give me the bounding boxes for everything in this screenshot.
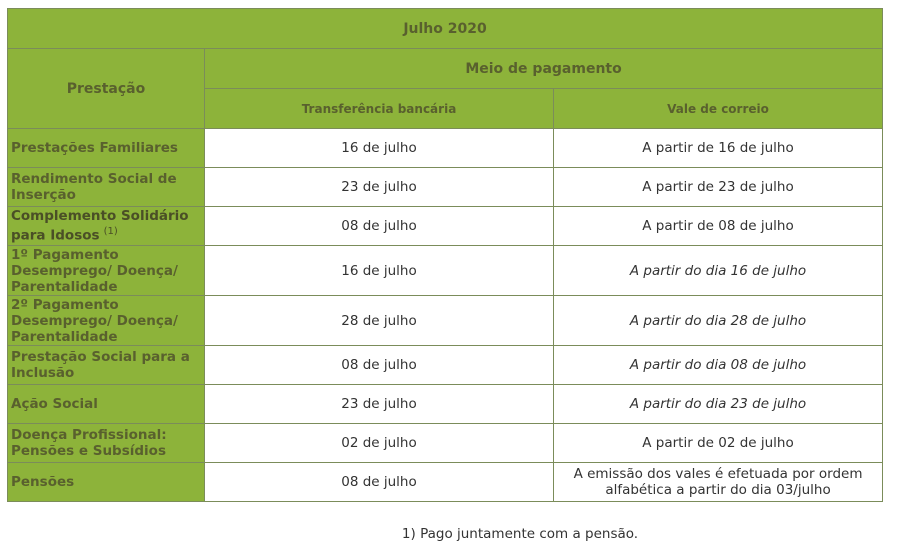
row-label: Prestações Familiares — [8, 129, 205, 168]
row-label: Pensões — [8, 463, 205, 502]
transfer-date: 08 de julho — [205, 346, 554, 385]
table-row — [8, 346, 883, 385]
transfer-date: 16 de julho — [205, 129, 554, 168]
row-label: Ação Social — [8, 385, 205, 424]
column-header-vale: Vale de correio — [554, 89, 883, 129]
transfer-date: 23 de julho — [205, 385, 554, 424]
vale-date: A partir do dia 16 de julho — [554, 246, 883, 296]
vale-date: A emissão dos vales é efetuada por ordem alfabética a partir do dia 03/julho — [554, 463, 883, 502]
footnote-reference: (1) — [103, 226, 118, 238]
vale-date: A partir de 23 de julho — [554, 168, 883, 207]
row-label: Complemento Solidário para Idosos $^{(1)}$ — [8, 207, 205, 246]
table-row — [8, 246, 883, 296]
transfer-date: 28 de julho — [205, 296, 554, 346]
row-label: Doença Profissional: Pensões e Subsídios — [8, 424, 205, 463]
row-label: Rendimento Social de Inserção — [8, 168, 205, 207]
transfer-date: 08 de julho — [205, 207, 554, 246]
table-row — [8, 463, 883, 502]
column-header-meio-de-pagamento: Meio de pagamento — [205, 49, 883, 89]
table-row — [8, 424, 883, 463]
table-row — [8, 296, 883, 346]
payment-schedule-table — [7, 8, 883, 502]
vale-date: A partir do dia 23 de julho — [554, 385, 883, 424]
row-label: 2º Pagamento Desemprego/ Doença/ Parentalidade — [8, 296, 205, 346]
transfer-date: 16 de julho — [205, 246, 554, 296]
vale-date: A partir de 02 de julho — [554, 424, 883, 463]
table-row — [8, 129, 883, 168]
table-row — [8, 207, 883, 246]
transfer-date: 23 de julho — [205, 168, 554, 207]
transfer-date: 02 de julho — [205, 424, 554, 463]
table-title: Julho 2020 — [8, 9, 883, 49]
column-header-prestacao: Prestação — [8, 49, 205, 129]
column-header-transferencia: Transferência bancária — [205, 89, 554, 129]
footnote: 1) Pago juntamente com a pensão. — [401, 526, 639, 542]
vale-date: A partir do dia 08 de julho — [554, 346, 883, 385]
table-row — [8, 385, 883, 424]
vale-date: A partir do dia 28 de julho — [554, 296, 883, 346]
transfer-date: 08 de julho — [205, 463, 554, 502]
row-label: Prestação Social para a Inclusão — [8, 346, 205, 385]
table-row — [8, 168, 883, 207]
row-label: 1º Pagamento Desemprego/ Doença/ Parentalidade — [8, 246, 205, 296]
vale-date: A partir de 08 de julho — [554, 207, 883, 246]
vale-date: A partir de 16 de julho — [554, 129, 883, 168]
